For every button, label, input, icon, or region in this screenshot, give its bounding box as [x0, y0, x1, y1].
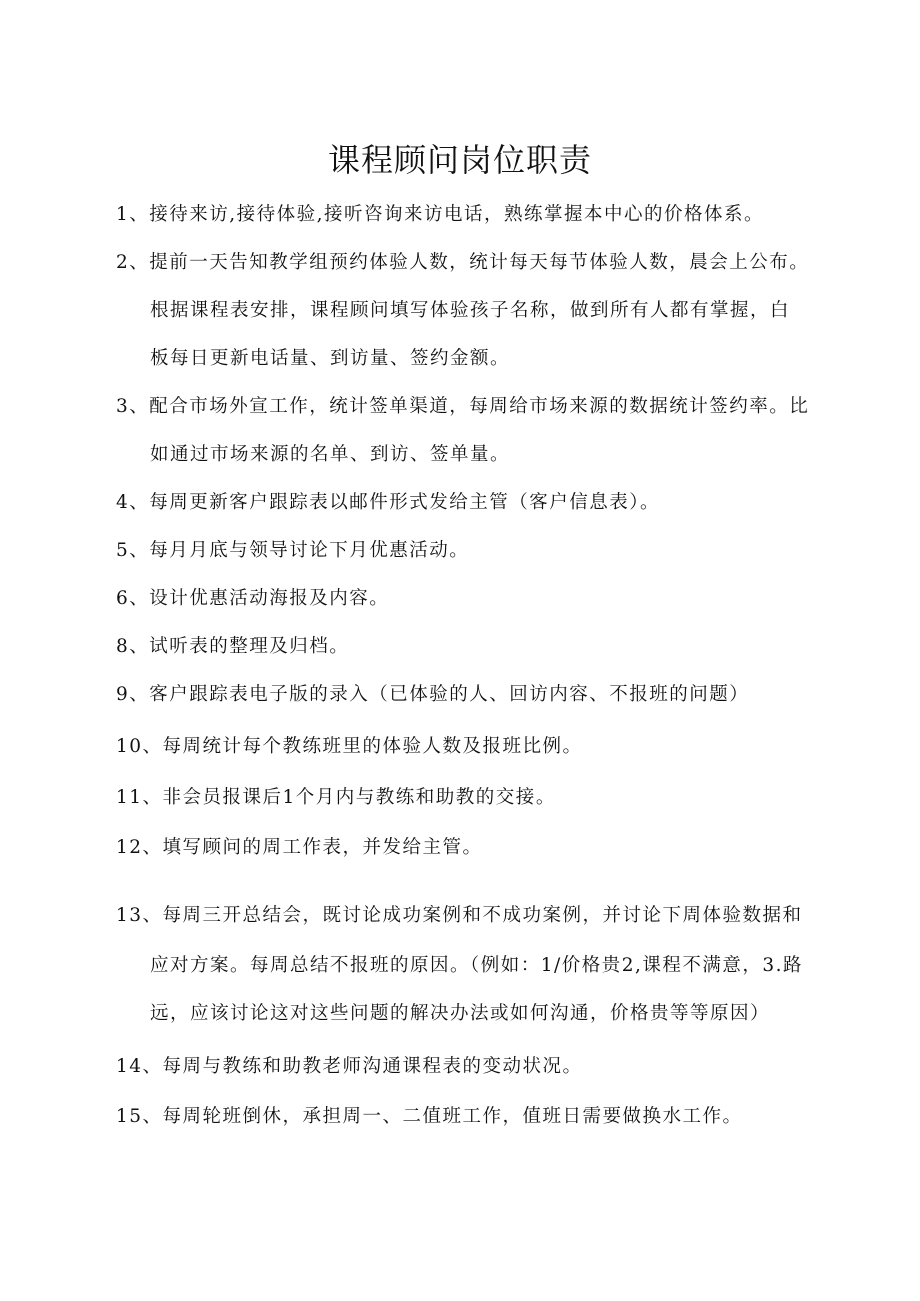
- duty-item-15: 15、每周轮班倒休，承担周一、二值班工作，值班日需要做换水工作。: [116, 1106, 743, 1127]
- duty-item-13-continued: 应对方案。每周总结不报班的原因。（例如：1/价格贵2,课程不满意，3.路: [150, 955, 804, 976]
- duty-item-11: 11、非会员报课后1个月内与教练和助教的交接。: [116, 787, 556, 808]
- duty-item-9: 9、客户跟踪表电子版的录入（已体验的人、回访内容、不报班的问题）: [116, 684, 750, 705]
- duty-item-2: 2、提前一天告知教学组预约体验人数，统计每天每节体验人数，晨会上公布。: [116, 252, 810, 273]
- duty-item-8: 8、试听表的整理及归档。: [116, 636, 350, 657]
- duty-item-13-continued: 远，应该讨论这对这些问题的解决办法或如何沟通，价格贵等等原因）: [150, 1003, 771, 1024]
- duty-item-5: 5、每月月底与领导讨论下月优惠活动。: [116, 540, 470, 561]
- duty-item-3: 3、配合市场外宣工作，统计签单渠道，每周给市场来源的数据统计签约率。比: [116, 396, 810, 417]
- duty-item-6: 6、设计优惠活动海报及内容。: [116, 588, 390, 609]
- duty-item-14: 14、每周与教练和助教老师沟通课程表的变动状况。: [116, 1056, 583, 1077]
- duty-item-2-continued: 根据课程表安排，课程顾问填写体验孩子名称，做到所有人都有掌握，白: [150, 300, 791, 321]
- duty-item-12: 12、填写顾问的周工作表，并发给主管。: [116, 837, 483, 858]
- duty-item-3-continued: 如通过市场来源的名单、到访、签单量。: [150, 444, 511, 465]
- duty-item-4: 4、每周更新客户跟踪表以邮件形式发给主管（客户信息表）。: [116, 492, 661, 513]
- page-title: 课程顾问岗位职责: [327, 141, 592, 179]
- duty-item-1: 1、接待来访,接待体验,接听咨询来访电话，熟练掌握本中心的价格体系。: [116, 204, 765, 225]
- duty-item-10: 10、每周统计每个教练班里的体验人数及报班比例。: [116, 736, 583, 757]
- duty-item-2-continued: 板每日更新电话量、到访量、签约金额。: [150, 348, 511, 369]
- duty-item-13: 13、每周三开总结会，既讨论成功案例和不成功案例，并讨论下周体验数据和: [116, 905, 803, 926]
